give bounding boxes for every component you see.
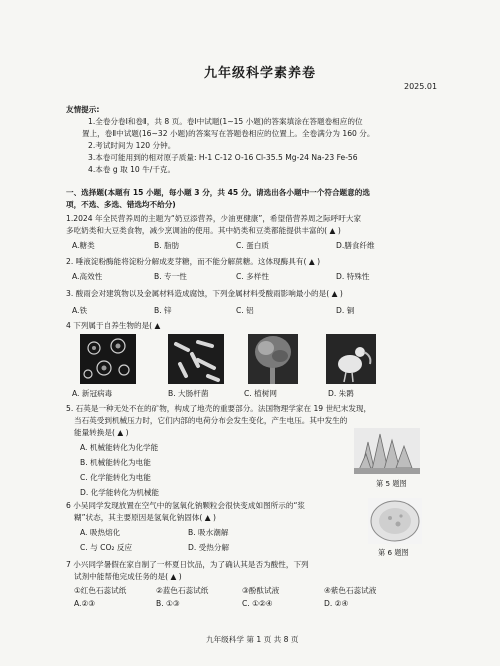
section-heading: 一、选择题(本题有 15 小题，每小题 3 分，共 45 分。请选出各小题中一个符合题意的选 [66, 188, 370, 197]
section-heading: 项，不选、多选、错选均不给分) [66, 200, 176, 209]
option-c[interactable]: C. 与 CO₂ 反应 [80, 543, 133, 552]
reagent-item: ①红色石蕊试纸 [74, 586, 127, 595]
question-2-text: 2. 唾液淀粉酶能将淀粉分解成麦芽糖，而不能分解蔗糖。这体现酶具有( ▲ ) [66, 257, 321, 266]
option-a[interactable]: A.②③ [74, 599, 96, 608]
plant-image [248, 334, 298, 384]
option-b[interactable]: B. 机械能转化为电能 [80, 458, 151, 467]
option-c[interactable]: C. 植树网 [244, 389, 277, 398]
option-b[interactable]: B. ①③ [156, 599, 180, 608]
bacteria-image [168, 334, 224, 384]
question-5-text: 能量转换是( ▲ ) [74, 428, 129, 437]
option-a[interactable]: A.高效性 [72, 272, 103, 281]
question-5-text: 当石英受到机械压力时，它们内部的电荷分布会发生变化，产生电压。其中发生的 [74, 416, 348, 425]
option-a[interactable]: A. 机械能转化为化学能 [80, 443, 159, 452]
option-d[interactable]: D. 特殊性 [336, 272, 370, 281]
option-c[interactable]: C. 铝 [236, 306, 254, 315]
exam-date: 2025.01 [404, 82, 438, 91]
tips-line: 4.本卷 g 取 10 牛/千克。 [88, 165, 176, 174]
option-b[interactable]: B. 大肠杆菌 [168, 389, 209, 398]
sodium-hydroxide-dish-image [368, 498, 422, 544]
reagent-item: ④紫色石蕊试液 [324, 586, 377, 595]
option-d[interactable]: D. 化学能转化为机械能 [80, 488, 160, 497]
option-d[interactable]: D. 铜 [336, 306, 355, 315]
tips-heading: 友情提示: [66, 105, 100, 114]
option-c[interactable]: C. 蛋白质 [236, 241, 269, 250]
reagent-item: ②蓝色石蕊试纸 [156, 586, 209, 595]
tips-line: 1.全卷分卷Ⅰ和卷Ⅱ，共 8 页。卷Ⅰ中试题(1~15 小题)的答案填涂在答题卷相应的位 [88, 117, 363, 126]
option-d[interactable]: D.膳食纤维 [336, 241, 375, 250]
question-4-text: 4 下列属于自养生物的是( ▲ [66, 321, 161, 330]
reagent-item: ③酚酞试液 [242, 586, 280, 595]
option-c[interactable]: C. 多样性 [236, 272, 269, 281]
option-b[interactable]: B. 脂肪 [154, 241, 180, 250]
figure-5-caption: 第 5 题图 [376, 479, 407, 488]
page-title: 九年级科学素养卷 [204, 66, 317, 81]
option-d[interactable]: D. 受热分解 [188, 543, 230, 552]
question-1-text: 1.2024 年全民营养周的主题为“奶豆添营养，少油更健康”，希望借营养周之际呼吁大家 [66, 214, 362, 223]
option-c[interactable]: C. 化学能转化为电能 [80, 473, 151, 482]
question-7-text: 试剂中能帮他完成任务的是( ▲ ) [74, 572, 182, 581]
question-6-text: 6 小吴同学发现放置在空气中的氢氧化钠颗粒会很快变成如图所示的“浆 [66, 501, 305, 510]
page-footer: 九年级科学 第 1 页 共 8 页 [206, 635, 299, 644]
option-a[interactable]: A. 吸热熔化 [80, 528, 121, 537]
option-b[interactable]: B. 专一性 [154, 272, 187, 281]
option-a[interactable]: A. 新冠病毒 [72, 389, 113, 398]
question-3-text: 3. 酸雨会对建筑物以及金属材料造成腐蚀，下列金属材料受酸雨影响最小的是( ▲ ) [66, 289, 343, 298]
figure-6-caption: 第 6 题图 [378, 548, 409, 557]
tips-line: 2.考试时间为 120 分钟。 [88, 141, 176, 150]
option-d[interactable]: D. 朱鹮 [328, 389, 354, 398]
option-a[interactable]: A.糖类 [72, 241, 95, 250]
virus-image [80, 334, 136, 384]
question-5-text: 5. 石英是一种无处不在的矿物，构成了地壳的重要部分。法国物理学家在 19 世纪末发现， [66, 404, 372, 413]
tips-line: 置上，卷Ⅱ中试题(16~32 小题)的答案写在答题卷相应的位置上。全卷满分为 160 分。 [82, 129, 375, 138]
option-c[interactable]: C. ①②④ [242, 599, 273, 608]
question-7-text: 7 小兴同学暑假在家自制了一杯夏日饮品，为了确认其是否为酸性，下列 [66, 560, 309, 569]
option-a[interactable]: A.铁 [72, 306, 88, 315]
question-6-text: 糊”状态，其主要原因是氢氧化钠固体( ▲ ) [74, 513, 217, 522]
quartz-crystal-image [354, 428, 420, 474]
ibis-image [326, 334, 376, 384]
option-b[interactable]: B. 吸水潮解 [188, 528, 229, 537]
tips-line: 3.本卷可能用到的相对原子质量: H-1 C-12 O-16 Cl-35.5 Mg-24 Na-23 Fe-56 [88, 153, 358, 162]
option-b[interactable]: B. 锌 [154, 306, 172, 315]
question-1-text: 多吃奶类和大豆类食物，减少烹调油的使用。其中奶类和豆类都能提供丰富的( ▲ ) [66, 226, 341, 235]
option-d[interactable]: D. ②④ [324, 599, 349, 608]
